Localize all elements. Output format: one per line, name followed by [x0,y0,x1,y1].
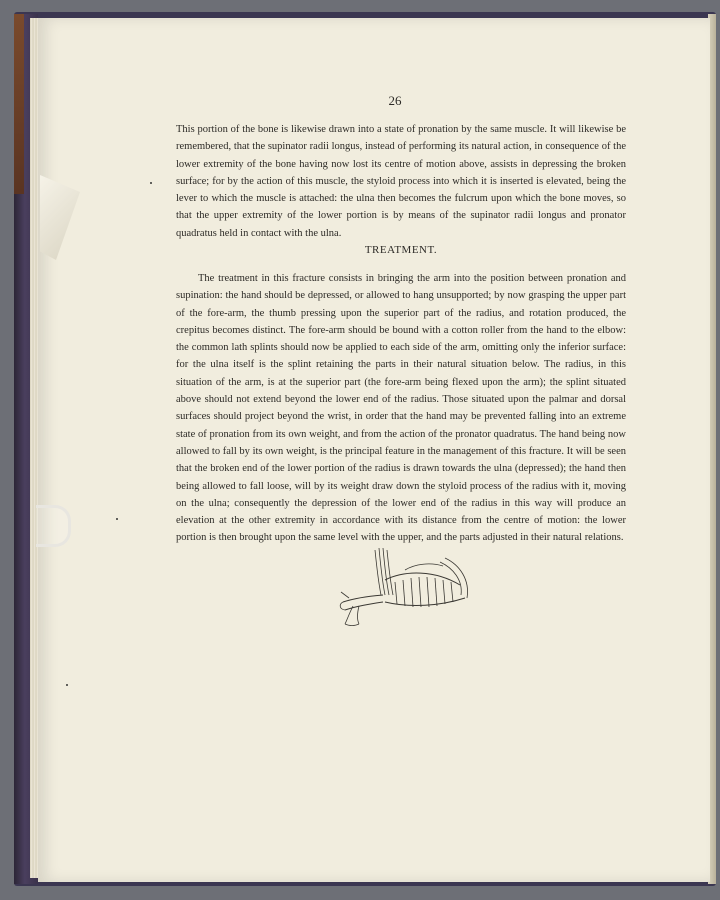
page-clip [36,505,71,547]
bandaged-forearm-illustration [335,540,475,630]
page-speck [150,182,152,184]
bandaged-forearm-icon [335,540,475,630]
page-speck [116,518,118,520]
paragraph-1: This portion of the bone is likewise drawn into a state of pronation by the same muscle. It will likewise be remembered, that the supinator radii longus, instead of performing its natural action, in consequence of the lower extremity of the bone having now lost its centre of motion above, assists in depressing the broken surface; for by the action of this muscle, the styloid process into which it is inserted is elevated, being the lever to which the muscle is attached: the ulna then becomes the fulcrum upon which the bone moves, so that the upper extremity of the lower portion is by means of the supinator radii longus and pronator quadratus held in contact with the ulna. [176,124,626,239]
paragraph-2: The treatment in this fracture consists in bringing the arm into the position between pronation and supination: the hand should be depressed, or allowed to hang unsupported; by now grasping the upper part of the fore-arm, the thumb pressing upon the superior part of the radius, and rotation produced, the crepitus becomes distinct. The fore-arm should be bound with a cotton roller from the hand to the elbow: the common lath splints should now be applied to each side of the arm, omitting only the inferior surface: for the ulna itself is the splint retaining the parts in their natural situation below. The radius, in this situation of the arm, is at the superior part (the fore-arm being flexed upon the arm); the splint situated above should not extend beyond the lower end of the radius. Those situated upon the palmar and dorsal surfaces should project beyond the wrist, in order that the hand may be prevented falling into an extreme state of pronation from its own weight, and from the action of the pronator quadratus. The hand being now allowed to fall by its own weight, is the principal feature in the management of this fracture. It will be seen that the broken end of the lower portion of the radius is drawn towards the ulna (depressed); the hand then being allowed to fall loose, will by its weight draw down the styloid process of the radius with it, moving on the ulna; consequently the depression of the lower end of the radius in this way will produce an elevation at the other extremity in accordance with its distance from the centre of motion: the lower portion is then brought upon the same level with the upper, and the parts adjusted in their natural relations. [176,273,626,544]
page-speck [66,684,68,686]
page-number: 26 [388,93,402,108]
spine-leather [14,14,24,194]
section-heading: TREATMENT. [364,244,438,256]
